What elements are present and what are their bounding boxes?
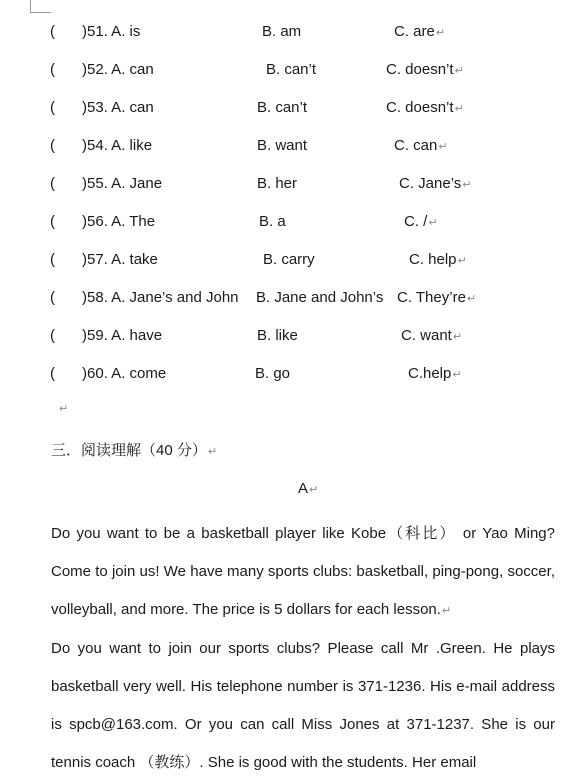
paragraph-mark-icon: ↵ xyxy=(207,446,218,458)
answer-paren[interactable]: ( xyxy=(50,61,55,78)
option-a: )55. A. Jane xyxy=(82,175,163,192)
option-a: )59. A. have xyxy=(82,327,163,344)
option-a: )52. A. can xyxy=(82,61,154,78)
option-c: C. are↵ xyxy=(394,23,446,40)
passage-paragraph: Do you want to join our sports clubs? Please call Mr .Green. He plays basketball very well. His telephone number is 371-1236. His e-mail address is spcb@163.com. Or you can call Miss Jones at 371-1237. She is our tennis coach （教练）. She is good with the students. Her email xyxy=(51,640,555,771)
option-b: B. her xyxy=(257,175,298,192)
option-c: C. can↵ xyxy=(394,137,448,154)
question-row xyxy=(0,287,574,309)
answer-paren[interactable]: ( xyxy=(50,23,55,40)
answer-paren[interactable]: ( xyxy=(50,289,55,306)
paragraph-mark-icon: ↵ xyxy=(428,217,438,229)
option-b: B. go xyxy=(255,365,291,382)
question-row xyxy=(0,249,574,271)
paragraph-mark-icon: ↵ xyxy=(309,484,319,496)
option-c: C.help↵ xyxy=(408,365,462,382)
option-b: B. am xyxy=(262,23,302,40)
option-c: C. They’re↵ xyxy=(397,289,477,306)
passage-title: A↵ xyxy=(298,480,319,497)
option-c: C. help↵ xyxy=(409,251,467,268)
reading-passage xyxy=(51,515,555,782)
question-row xyxy=(0,97,574,119)
paragraph-mark-icon: ↵ xyxy=(435,27,446,39)
option-b: B. like xyxy=(257,327,298,344)
answer-paren[interactable]: ( xyxy=(50,213,55,230)
paragraph-mark-icon: ↵ xyxy=(454,103,464,115)
paragraph-mark-icon: ↵ xyxy=(462,179,472,191)
option-c: C. Jane’s↵ xyxy=(399,175,472,192)
option-b: B. carry xyxy=(263,251,315,268)
answer-paren[interactable]: ( xyxy=(50,137,55,154)
question-row xyxy=(0,21,574,43)
paragraph-mark-icon: ↵ xyxy=(454,65,464,77)
answer-paren[interactable]: ( xyxy=(50,175,55,192)
passage-paragraph: Do you want to be a basketball player like Kobe（科比） or Yao Ming? Come to join us! We have many sports clubs: basketball, ping-pong, soccer, volleyball, and more. The price is 5 dollars for each lesson.↵ xyxy=(51,525,555,618)
answer-paren[interactable]: ( xyxy=(50,99,55,116)
option-a: )56. A. The xyxy=(82,213,156,230)
option-a: )57. A. take xyxy=(82,251,158,268)
paragraph-mark-icon: ↵ xyxy=(441,605,452,617)
paragraph-mark-icon: ↵ xyxy=(457,255,467,267)
option-a: )53. A. can xyxy=(82,99,154,116)
option-a: )58. A. Jane’s and John xyxy=(82,289,239,306)
paragraph-mark-icon: ↵ xyxy=(452,331,463,343)
option-b: B. a xyxy=(259,213,286,230)
option-c: C. doesn’t↵ xyxy=(386,61,464,78)
option-b: B. can’t xyxy=(257,99,308,116)
option-a: )51. A. is xyxy=(82,23,141,40)
question-row xyxy=(0,325,574,347)
option-b: B. can’t xyxy=(266,61,317,78)
answer-paren[interactable]: ( xyxy=(50,365,55,382)
paragraph-mark-icon: ↵ xyxy=(466,293,477,305)
option-b: B. want xyxy=(257,137,308,154)
option-c: C. doesn’t↵ xyxy=(386,99,464,116)
option-a: )60. A. come xyxy=(82,365,167,382)
paragraph-mark-icon: ↵ xyxy=(59,403,69,415)
question-row xyxy=(0,173,574,195)
paragraph-mark-icon: ↵ xyxy=(438,141,448,153)
paragraph-mark-icon: ↵ xyxy=(452,369,462,381)
question-row xyxy=(0,59,574,81)
option-c: C. want↵ xyxy=(401,327,463,344)
answer-paren[interactable]: ( xyxy=(50,327,55,344)
answer-paren[interactable]: ( xyxy=(50,251,55,268)
question-row xyxy=(0,211,574,233)
section-heading: 三．阅读理解（40 分）↵ xyxy=(51,442,218,459)
question-row xyxy=(0,363,574,385)
page-corner-mark xyxy=(30,0,51,13)
option-a: )54. A. like xyxy=(82,137,153,154)
question-row xyxy=(0,135,574,157)
option-b: B. Jane and John’s xyxy=(256,289,384,306)
option-c: C. /↵ xyxy=(404,213,438,230)
